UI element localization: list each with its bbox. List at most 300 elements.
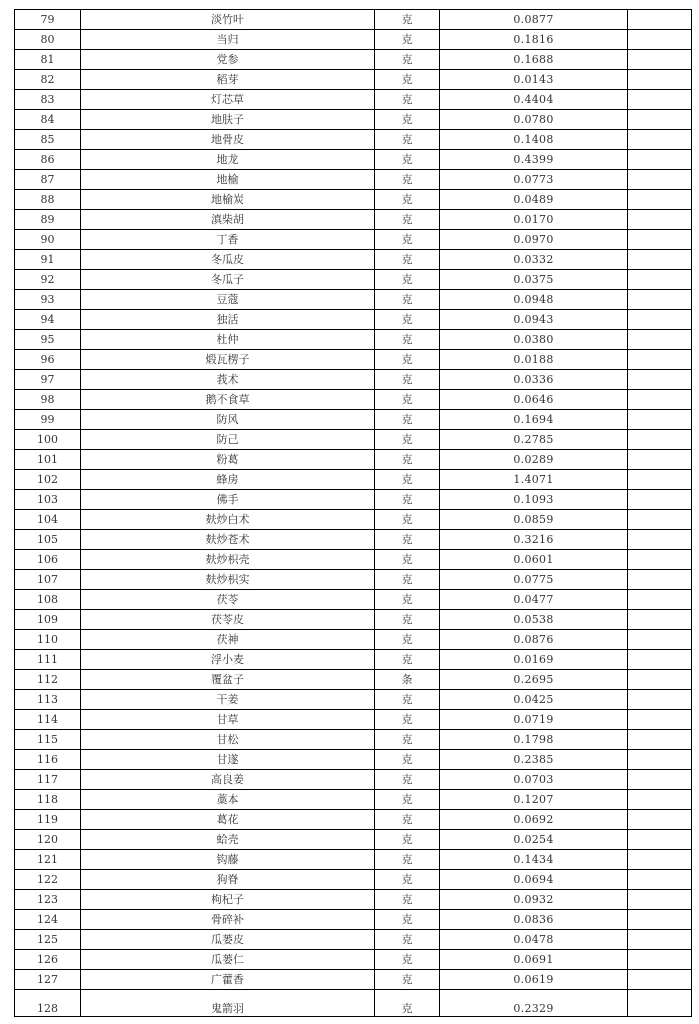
table-row <box>15 150 692 170</box>
table-row <box>15 810 692 830</box>
price-cell: 0.4399 <box>440 150 628 170</box>
medicine-name-cell: 瓜蒌皮 <box>81 930 375 950</box>
price-cell: 0.0970 <box>440 230 628 250</box>
remark-cell <box>628 550 692 570</box>
table-row <box>15 850 692 870</box>
row-number-cell: 81 <box>15 50 81 70</box>
medicine-name-cell: 茯苓 <box>81 590 375 610</box>
row-number-cell: 83 <box>15 90 81 110</box>
unit-cell: 克 <box>375 590 440 610</box>
unit-cell: 克 <box>375 710 440 730</box>
row-number-cell: 106 <box>15 550 81 570</box>
price-cell: 0.1434 <box>440 850 628 870</box>
price-cell: 0.0694 <box>440 870 628 890</box>
row-number-cell: 115 <box>15 730 81 750</box>
medicine-name-cell: 覆盆子 <box>81 670 375 690</box>
price-cell: 0.0691 <box>440 950 628 970</box>
table-row <box>15 590 692 610</box>
unit-cell: 克 <box>375 930 440 950</box>
unit-cell: 克 <box>375 750 440 770</box>
table-row <box>15 530 692 550</box>
table-row <box>15 990 692 1017</box>
medicine-name-cell: 莪术 <box>81 370 375 390</box>
unit-cell: 克 <box>375 430 440 450</box>
price-cell: 0.1694 <box>440 410 628 430</box>
row-number-cell: 111 <box>15 650 81 670</box>
medicine-name-cell: 佛手 <box>81 490 375 510</box>
row-number-cell: 108 <box>15 590 81 610</box>
row-number-cell: 92 <box>15 270 81 290</box>
price-cell: 0.0780 <box>440 110 628 130</box>
medicine-name-cell: 茯苓皮 <box>81 610 375 630</box>
table-row <box>15 730 692 750</box>
table-row <box>15 90 692 110</box>
remark-cell <box>628 70 692 90</box>
medicine-name-cell: 丁香 <box>81 230 375 250</box>
table-row <box>15 550 692 570</box>
table-row <box>15 110 692 130</box>
remark-cell <box>628 430 692 450</box>
medicine-name-cell: 粉葛 <box>81 450 375 470</box>
row-number-cell: 98 <box>15 390 81 410</box>
row-number-cell: 90 <box>15 230 81 250</box>
row-number-cell: 82 <box>15 70 81 90</box>
table-row <box>15 630 692 650</box>
price-cell: 0.0646 <box>440 390 628 410</box>
unit-cell: 克 <box>375 390 440 410</box>
remark-cell <box>628 270 692 290</box>
table-row <box>15 310 692 330</box>
price-cell: 0.0425 <box>440 690 628 710</box>
remark-cell <box>628 170 692 190</box>
remark-cell <box>628 730 692 750</box>
remark-cell <box>628 50 692 70</box>
table-row <box>15 330 692 350</box>
row-number-cell: 128 <box>15 990 81 1017</box>
unit-cell: 克 <box>375 950 440 970</box>
price-cell: 0.0375 <box>440 270 628 290</box>
table-row <box>15 190 692 210</box>
row-number-cell: 119 <box>15 810 81 830</box>
unit-cell: 克 <box>375 150 440 170</box>
medicine-name-cell: 蛤壳 <box>81 830 375 850</box>
medicine-name-cell: 当归 <box>81 30 375 50</box>
row-number-cell: 112 <box>15 670 81 690</box>
remark-cell <box>628 290 692 310</box>
row-number-cell: 89 <box>15 210 81 230</box>
medicine-name-cell: 稻芽 <box>81 70 375 90</box>
table-row <box>15 670 692 690</box>
price-cell: 0.0932 <box>440 890 628 910</box>
price-cell: 0.0876 <box>440 630 628 650</box>
unit-cell: 克 <box>375 450 440 470</box>
price-cell: 0.0289 <box>440 450 628 470</box>
remark-cell <box>628 610 692 630</box>
remark-cell <box>628 110 692 130</box>
remark-cell <box>628 310 692 330</box>
unit-cell: 克 <box>375 270 440 290</box>
price-cell: 0.0489 <box>440 190 628 210</box>
price-cell: 0.2695 <box>440 670 628 690</box>
table-row <box>15 930 692 950</box>
price-cell: 0.0477 <box>440 590 628 610</box>
price-cell: 0.3216 <box>440 530 628 550</box>
medicine-name-cell: 地龙 <box>81 150 375 170</box>
table-row <box>15 390 692 410</box>
remark-cell <box>628 790 692 810</box>
row-number-cell: 80 <box>15 30 81 50</box>
table-row <box>15 230 692 250</box>
table-body <box>15 10 692 1017</box>
unit-cell: 克 <box>375 130 440 150</box>
table-row <box>15 350 692 370</box>
remark-cell <box>628 330 692 350</box>
table-row <box>15 870 692 890</box>
table-row <box>15 570 692 590</box>
unit-cell: 克 <box>375 570 440 590</box>
remark-cell <box>628 590 692 610</box>
table-row <box>15 470 692 490</box>
medicine-name-cell: 地骨皮 <box>81 130 375 150</box>
row-number-cell: 105 <box>15 530 81 550</box>
table-row <box>15 430 692 450</box>
row-number-cell: 122 <box>15 870 81 890</box>
remark-cell <box>628 630 692 650</box>
medicine-name-cell: 地肤子 <box>81 110 375 130</box>
row-number-cell: 102 <box>15 470 81 490</box>
medicine-name-cell: 瓜蒌仁 <box>81 950 375 970</box>
unit-cell: 克 <box>375 190 440 210</box>
row-number-cell: 101 <box>15 450 81 470</box>
unit-cell: 条 <box>375 670 440 690</box>
row-number-cell: 94 <box>15 310 81 330</box>
row-number-cell: 104 <box>15 510 81 530</box>
unit-cell: 克 <box>375 90 440 110</box>
price-cell: 0.0601 <box>440 550 628 570</box>
price-cell: 0.2385 <box>440 750 628 770</box>
table-row <box>15 210 692 230</box>
medicine-name-cell: 鬼箭羽 <box>81 990 375 1017</box>
medicine-name-cell: 狗脊 <box>81 870 375 890</box>
price-cell: 0.0336 <box>440 370 628 390</box>
price-cell: 0.1688 <box>440 50 628 70</box>
medicine-name-cell: 滇柴胡 <box>81 210 375 230</box>
medicine-name-cell: 蜂房 <box>81 470 375 490</box>
medicine-name-cell: 茯神 <box>81 630 375 650</box>
row-number-cell: 103 <box>15 490 81 510</box>
table-row <box>15 830 692 850</box>
remark-cell <box>628 870 692 890</box>
table-row <box>15 790 692 810</box>
table-row <box>15 690 692 710</box>
medicine-name-cell: 干姜 <box>81 690 375 710</box>
remark-cell <box>628 130 692 150</box>
medicine-name-cell: 麸炒白术 <box>81 510 375 530</box>
medicine-name-cell: 高良姜 <box>81 770 375 790</box>
unit-cell: 克 <box>375 470 440 490</box>
table-row <box>15 490 692 510</box>
table-row <box>15 910 692 930</box>
remark-cell <box>628 970 692 990</box>
price-cell: 0.0538 <box>440 610 628 630</box>
unit-cell: 克 <box>375 530 440 550</box>
unit-cell: 克 <box>375 330 440 350</box>
medicine-name-cell: 防风 <box>81 410 375 430</box>
price-cell: 0.0478 <box>440 930 628 950</box>
unit-cell: 克 <box>375 50 440 70</box>
price-cell: 0.0143 <box>440 70 628 90</box>
medicine-name-cell: 甘遂 <box>81 750 375 770</box>
table-row <box>15 250 692 270</box>
price-cell: 0.0719 <box>440 710 628 730</box>
remark-cell <box>628 10 692 30</box>
price-cell: 0.0943 <box>440 310 628 330</box>
medicine-name-cell: 鹅不食草 <box>81 390 375 410</box>
remark-cell <box>628 530 692 550</box>
medicine-name-cell: 骨碎补 <box>81 910 375 930</box>
table-row <box>15 50 692 70</box>
row-number-cell: 97 <box>15 370 81 390</box>
price-cell: 0.2785 <box>440 430 628 450</box>
remark-cell <box>628 230 692 250</box>
remark-cell <box>628 30 692 50</box>
price-cell: 0.1207 <box>440 790 628 810</box>
row-number-cell: 79 <box>15 10 81 30</box>
row-number-cell: 95 <box>15 330 81 350</box>
table-row <box>15 750 692 770</box>
table-row <box>15 970 692 990</box>
row-number-cell: 99 <box>15 410 81 430</box>
table-row <box>15 70 692 90</box>
unit-cell: 克 <box>375 770 440 790</box>
price-cell: 0.4404 <box>440 90 628 110</box>
row-number-cell: 110 <box>15 630 81 650</box>
medicine-name-cell: 党参 <box>81 50 375 70</box>
row-number-cell: 113 <box>15 690 81 710</box>
remark-cell <box>628 210 692 230</box>
row-number-cell: 86 <box>15 150 81 170</box>
remark-cell <box>628 710 692 730</box>
unit-cell: 克 <box>375 210 440 230</box>
table-row <box>15 130 692 150</box>
row-number-cell: 109 <box>15 610 81 630</box>
row-number-cell: 118 <box>15 790 81 810</box>
unit-cell: 克 <box>375 850 440 870</box>
remark-cell <box>628 410 692 430</box>
price-cell: 0.0775 <box>440 570 628 590</box>
unit-cell: 克 <box>375 370 440 390</box>
unit-cell: 克 <box>375 830 440 850</box>
remark-cell <box>628 250 692 270</box>
medicine-name-cell: 甘草 <box>81 710 375 730</box>
remark-cell <box>628 490 692 510</box>
remark-cell <box>628 450 692 470</box>
medicine-name-cell: 独活 <box>81 310 375 330</box>
remark-cell <box>628 750 692 770</box>
unit-cell: 克 <box>375 510 440 530</box>
medicine-name-cell: 淡竹叶 <box>81 10 375 30</box>
medicine-name-cell: 冬瓜皮 <box>81 250 375 270</box>
price-cell: 0.0836 <box>440 910 628 930</box>
unit-cell: 克 <box>375 490 440 510</box>
unit-cell: 克 <box>375 250 440 270</box>
price-cell: 0.0169 <box>440 650 628 670</box>
price-cell: 0.1798 <box>440 730 628 750</box>
medicine-name-cell: 藁本 <box>81 790 375 810</box>
medicine-name-cell: 防己 <box>81 430 375 450</box>
remark-cell <box>628 990 692 1017</box>
remark-cell <box>628 950 692 970</box>
medicine-name-cell: 枸杞子 <box>81 890 375 910</box>
unit-cell: 克 <box>375 790 440 810</box>
unit-cell: 克 <box>375 110 440 130</box>
row-number-cell: 87 <box>15 170 81 190</box>
unit-cell: 克 <box>375 310 440 330</box>
row-number-cell: 116 <box>15 750 81 770</box>
price-cell: 0.0619 <box>440 970 628 990</box>
price-cell: 0.1408 <box>440 130 628 150</box>
unit-cell: 克 <box>375 10 440 30</box>
table-row <box>15 450 692 470</box>
price-cell: 0.0254 <box>440 830 628 850</box>
table-row <box>15 950 692 970</box>
medicine-name-cell: 地榆 <box>81 170 375 190</box>
unit-cell: 克 <box>375 810 440 830</box>
price-cell: 0.0877 <box>440 10 628 30</box>
table-row <box>15 270 692 290</box>
medicine-name-cell: 广藿香 <box>81 970 375 990</box>
medicine-name-cell: 钩藤 <box>81 850 375 870</box>
medicine-name-cell: 地榆炭 <box>81 190 375 210</box>
unit-cell: 克 <box>375 290 440 310</box>
price-cell: 0.0773 <box>440 170 628 190</box>
unit-cell: 克 <box>375 890 440 910</box>
medicine-name-cell: 灯芯草 <box>81 90 375 110</box>
price-cell: 0.0859 <box>440 510 628 530</box>
table-row <box>15 650 692 670</box>
unit-cell: 克 <box>375 30 440 50</box>
unit-cell: 克 <box>375 70 440 90</box>
remark-cell <box>628 390 692 410</box>
unit-cell: 克 <box>375 730 440 750</box>
remark-cell <box>628 350 692 370</box>
table-row <box>15 510 692 530</box>
row-number-cell: 124 <box>15 910 81 930</box>
medicine-name-cell: 甘松 <box>81 730 375 750</box>
row-number-cell: 91 <box>15 250 81 270</box>
table-row <box>15 410 692 430</box>
unit-cell: 克 <box>375 990 440 1017</box>
row-number-cell: 100 <box>15 430 81 450</box>
medicine-name-cell: 冬瓜子 <box>81 270 375 290</box>
price-cell: 0.1093 <box>440 490 628 510</box>
remark-cell <box>628 190 692 210</box>
row-number-cell: 96 <box>15 350 81 370</box>
row-number-cell: 85 <box>15 130 81 150</box>
price-cell: 0.0380 <box>440 330 628 350</box>
unit-cell: 克 <box>375 610 440 630</box>
remark-cell <box>628 570 692 590</box>
remark-cell <box>628 930 692 950</box>
unit-cell: 克 <box>375 690 440 710</box>
price-table <box>14 9 692 1017</box>
row-number-cell: 121 <box>15 850 81 870</box>
row-number-cell: 117 <box>15 770 81 790</box>
unit-cell: 克 <box>375 870 440 890</box>
medicine-name-cell: 豆蔻 <box>81 290 375 310</box>
medicine-name-cell: 麸炒苍术 <box>81 530 375 550</box>
table-row <box>15 770 692 790</box>
remark-cell <box>628 890 692 910</box>
table-row <box>15 610 692 630</box>
unit-cell: 克 <box>375 550 440 570</box>
price-cell: 0.0703 <box>440 770 628 790</box>
unit-cell: 克 <box>375 970 440 990</box>
row-number-cell: 107 <box>15 570 81 590</box>
price-cell: 0.1816 <box>440 30 628 50</box>
table-row <box>15 890 692 910</box>
remark-cell <box>628 370 692 390</box>
price-cell: 0.0692 <box>440 810 628 830</box>
unit-cell: 克 <box>375 650 440 670</box>
price-cell: 0.0948 <box>440 290 628 310</box>
price-cell: 0.2329 <box>440 990 628 1017</box>
remark-cell <box>628 150 692 170</box>
unit-cell: 克 <box>375 910 440 930</box>
medicine-name-cell: 麸炒枳壳 <box>81 550 375 570</box>
table-row <box>15 30 692 50</box>
table-row <box>15 710 692 730</box>
row-number-cell: 123 <box>15 890 81 910</box>
row-number-cell: 114 <box>15 710 81 730</box>
remark-cell <box>628 810 692 830</box>
row-number-cell: 126 <box>15 950 81 970</box>
price-cell: 0.0170 <box>440 210 628 230</box>
row-number-cell: 120 <box>15 830 81 850</box>
price-table-page <box>14 9 691 1017</box>
table-row <box>15 170 692 190</box>
medicine-name-cell: 麸炒枳实 <box>81 570 375 590</box>
price-cell: 0.0332 <box>440 250 628 270</box>
remark-cell <box>628 910 692 930</box>
unit-cell: 克 <box>375 350 440 370</box>
unit-cell: 克 <box>375 410 440 430</box>
remark-cell <box>628 770 692 790</box>
table-row <box>15 370 692 390</box>
remark-cell <box>628 510 692 530</box>
medicine-name-cell: 煅瓦楞子 <box>81 350 375 370</box>
unit-cell: 克 <box>375 630 440 650</box>
row-number-cell: 127 <box>15 970 81 990</box>
remark-cell <box>628 650 692 670</box>
remark-cell <box>628 690 692 710</box>
row-number-cell: 88 <box>15 190 81 210</box>
table-row <box>15 290 692 310</box>
unit-cell: 克 <box>375 170 440 190</box>
row-number-cell: 84 <box>15 110 81 130</box>
price-cell: 0.0188 <box>440 350 628 370</box>
medicine-name-cell: 杜仲 <box>81 330 375 350</box>
row-number-cell: 93 <box>15 290 81 310</box>
medicine-name-cell: 浮小麦 <box>81 650 375 670</box>
unit-cell: 克 <box>375 230 440 250</box>
medicine-name-cell: 葛花 <box>81 810 375 830</box>
row-number-cell: 125 <box>15 930 81 950</box>
remark-cell <box>628 470 692 490</box>
remark-cell <box>628 90 692 110</box>
table-row <box>15 10 692 30</box>
remark-cell <box>628 850 692 870</box>
